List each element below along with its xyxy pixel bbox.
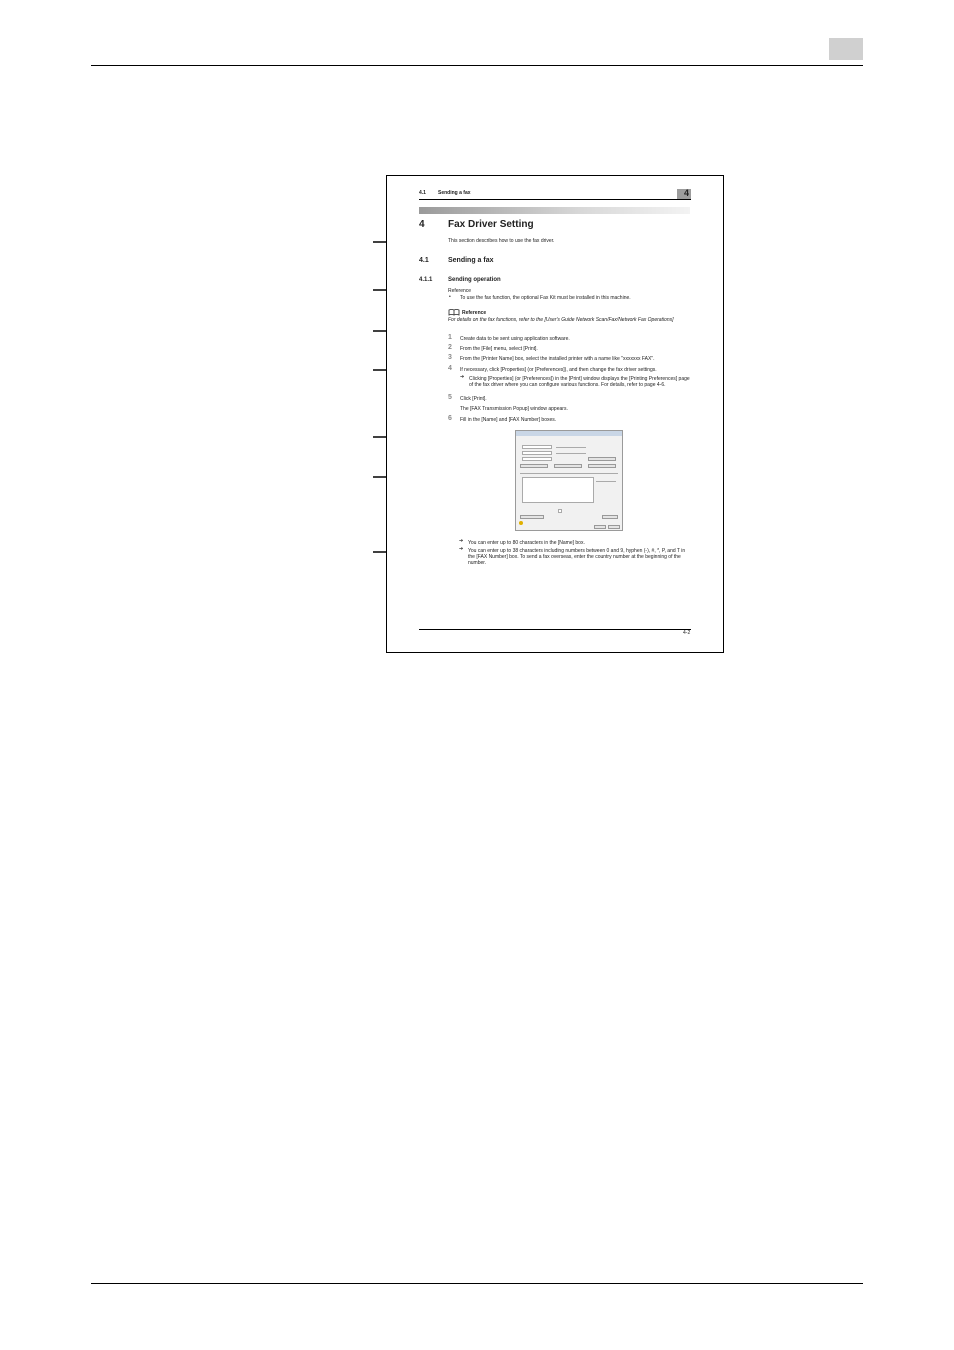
step-3-text: From the [Printer Name] box, select the installed printer with a name like "xxxxxxx FAX". bbox=[460, 356, 655, 362]
note-label: Reference bbox=[448, 288, 472, 294]
final-note-2-line-2: the [FAX Number] box. To send a fax overseas, enter the country number at the beginning of the bbox=[468, 554, 681, 560]
final-note-2-arrow: ➔ bbox=[459, 546, 464, 552]
embedded-page-number: 4-2 bbox=[683, 630, 691, 636]
subsection-number: 4.1.1 bbox=[419, 277, 433, 283]
chapter-intro: This section describes how to use the fax driver. bbox=[448, 238, 555, 244]
chapter-gradient-bar bbox=[419, 207, 690, 214]
step-4-number: 4 bbox=[448, 365, 452, 372]
chapter-title: Fax Driver Setting bbox=[448, 219, 534, 230]
note-bullet-marker: • bbox=[449, 294, 451, 300]
reference-text: For details on the fax functions, refer to the [User's Guide Network Scan/Fax/Network Fax Operations] bbox=[448, 317, 674, 323]
step-2-text: From the [File] menu, select [Print]. bbox=[460, 346, 538, 352]
dialog-title-bar bbox=[516, 431, 622, 436]
step-1-number: 1 bbox=[448, 334, 452, 341]
final-note-1: You can enter up to 80 characters in the [Name] box. bbox=[468, 540, 585, 546]
final-note-2-line-1: You can enter up to 38 characters including numbers between 0 and 9, hyphen (-), #, *, P, and T in bbox=[468, 548, 686, 554]
running-header-number: 4.1 bbox=[419, 190, 426, 196]
page-header-rule bbox=[419, 199, 691, 200]
step-4-sub-line-2: of the fax driver where you can configure various functions. For details, refer to page 4-6. bbox=[469, 382, 666, 388]
step-6-text: Fill in the [Name] and [FAX Number] boxes. bbox=[460, 417, 557, 423]
section-title: Sending a fax bbox=[448, 257, 494, 264]
final-note-1-arrow: ➔ bbox=[459, 538, 464, 544]
header-rule bbox=[91, 65, 863, 66]
section-number: 4.1 bbox=[419, 257, 429, 264]
step-5-number: 5 bbox=[448, 394, 452, 401]
book-icon bbox=[448, 309, 460, 316]
chapter-number: 4 bbox=[419, 219, 425, 230]
fax-dialog-screenshot bbox=[515, 430, 623, 531]
running-header-chapter: 4 bbox=[684, 188, 690, 198]
step-4-sub-arrow: ➔ bbox=[460, 374, 465, 380]
subsection-title: Sending operation bbox=[448, 277, 501, 283]
note-bullet-text: To use the fax function, the optional Fax Kit must be installed in this machine. bbox=[460, 295, 631, 301]
step-4-text: If necessary, click [Properties] (or [Preferences]), and then change the fax driver settings. bbox=[460, 367, 657, 373]
step-2-number: 2 bbox=[448, 344, 452, 351]
chapter-tab bbox=[829, 38, 863, 60]
footer-rule bbox=[91, 1283, 863, 1284]
final-note-2-line-3: number. bbox=[468, 560, 487, 566]
embedded-manual-page bbox=[386, 175, 724, 653]
step-6-number: 6 bbox=[448, 415, 452, 422]
step-5-result: The [FAX Transmission Popup] window appears. bbox=[460, 406, 568, 412]
running-header-title: Sending a fax bbox=[438, 190, 471, 196]
step-5-text: Click [Print]. bbox=[460, 396, 487, 402]
step-1-text: Create data to be sent using application software. bbox=[460, 336, 570, 342]
reference-label: Reference bbox=[462, 310, 487, 316]
step-4-sub-line-1: Clicking [Properties] (or [Preferences]) in the [Print] window displays the [Printing Preferences] page bbox=[469, 376, 690, 382]
page-footer-rule bbox=[419, 629, 691, 630]
step-3-number: 3 bbox=[448, 354, 452, 361]
